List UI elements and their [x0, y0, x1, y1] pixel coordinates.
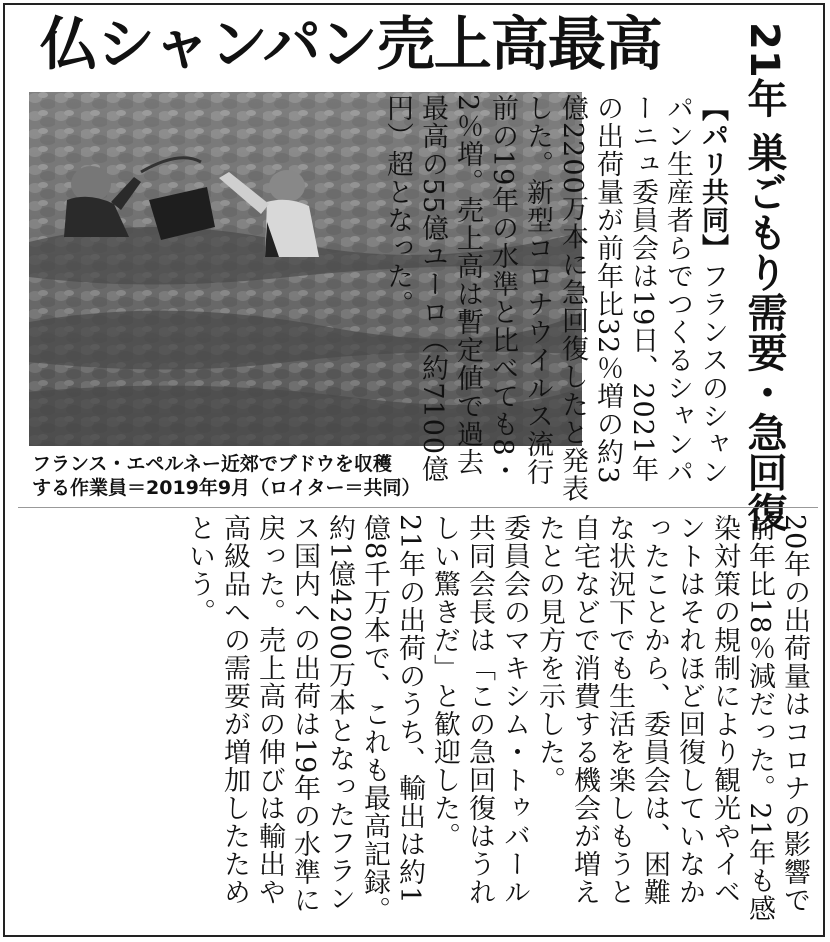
paragraph-4: 21年の出荷のうち、輸出は約1億8千万本で、これも最高記録。約1億4200万本となったフランス国内への出荷は19年の水準に戻った。売上高の伸びは輸出や高級品への需要が増加したためという。 [184, 514, 425, 925]
paragraph-2: 20年の出荷量はコロナの影響で前年比18％減だった。21年も感染対策の規制により観光やイベントはそれほど回復していなかったことから、委員会は、困難な状況下でも生活を楽しもうと自宅などで消費する機会が増えたとの見方を示した。 [534, 514, 810, 923]
article-lead-column [382, 94, 730, 504]
subheadline: 21年 巣ごもり需要・急回復 [741, 22, 787, 532]
caption-line-1: フランス・エペルネー近郊でブドウを収穫 [32, 453, 392, 475]
paragraph-3: 委員会のマキシム・トゥバール共同会長は「この急回復はうれしい驚きだ」と歓迎した。 [429, 514, 530, 906]
headline: 仏シャンパン売上高最高 [40, 10, 662, 78]
caption-line-2: する作業員＝2019年9月（ロイター＝共同） [32, 477, 421, 499]
dateline: 【パリ共同】 [697, 94, 728, 262]
article-body [22, 514, 812, 932]
lead-text: フランスのシャンパン生産者らでつくるシャンパーニュ委員会は19日、2021年の出荷量が前年比32％増の約3億2200万本に急回復したと発表した。新型コロナウイルス流行前の19年の水準と比べても8・2％増。売上高は暫定値で過去最高の55億ユーロ（約7100億円）超となった。 [382, 94, 728, 503]
column-divider [18, 507, 818, 508]
